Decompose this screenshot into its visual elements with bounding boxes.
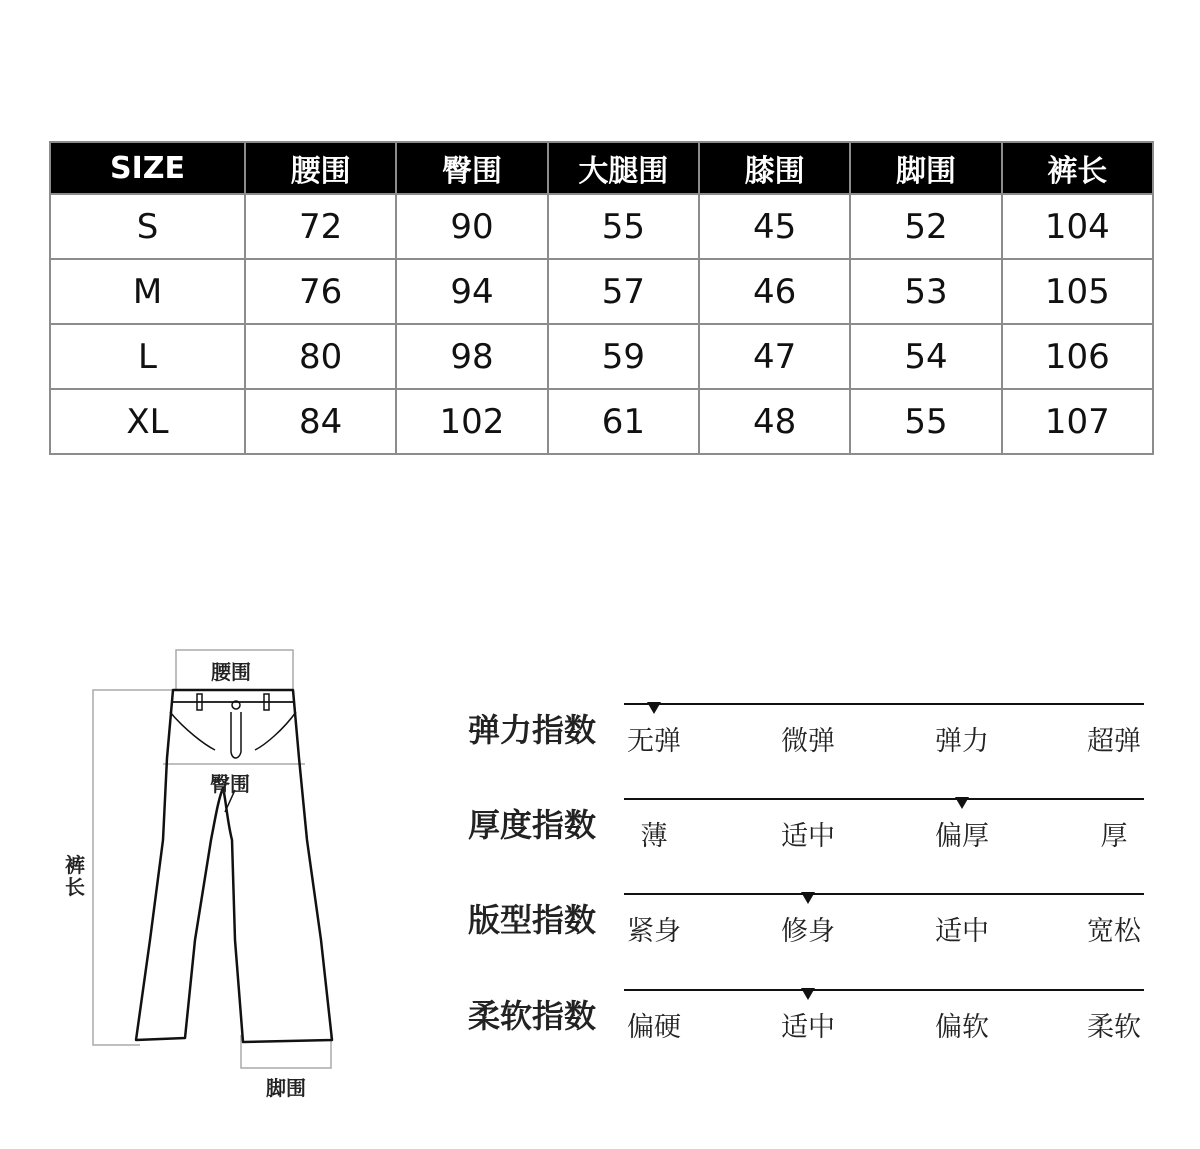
cell-size: M — [50, 259, 245, 324]
cell-waist: 76 — [245, 259, 396, 324]
index-option: 弹力 — [935, 726, 989, 757]
header-size: SIZE — [50, 142, 245, 194]
index-name: 柔软指数 — [468, 997, 597, 1035]
cell-size: L — [50, 324, 245, 389]
index-option: 超弹 — [1087, 726, 1141, 757]
index-scale-line — [624, 798, 1144, 800]
hip-label: 臀围 — [210, 772, 250, 796]
index-scale-line — [624, 893, 1144, 895]
index-option: 偏软 — [935, 1012, 989, 1043]
header-hem: 脚围 — [850, 142, 1001, 194]
table-row — [50, 389, 1153, 454]
header-thigh: 大腿围 — [548, 142, 699, 194]
pants-outline-icon — [55, 640, 355, 1100]
cell-knee: 45 — [699, 194, 850, 259]
index-option: 柔软 — [1087, 1012, 1141, 1043]
index-option: 适中 — [935, 916, 989, 947]
table-row — [50, 194, 1153, 259]
cell-length: 104 — [1002, 194, 1153, 259]
index-option: 宽松 — [1087, 916, 1141, 947]
index-option: 紧身 — [627, 916, 681, 947]
index-row — [468, 798, 1148, 868]
table-row — [50, 259, 1153, 324]
cell-waist: 80 — [245, 324, 396, 389]
index-option: 适中 — [781, 821, 835, 852]
header-hip: 臀围 — [396, 142, 547, 194]
cell-thigh: 57 — [548, 259, 699, 324]
cell-knee: 48 — [699, 389, 850, 454]
cell-hip: 102 — [396, 389, 547, 454]
index-marker-icon — [801, 988, 815, 1000]
size-table-header-row — [50, 142, 1153, 194]
index-option: 厚 — [1100, 821, 1128, 852]
cell-hip: 90 — [396, 194, 547, 259]
hem-label: 脚围 — [266, 1076, 306, 1100]
cell-length: 105 — [1002, 259, 1153, 324]
index-option: 修身 — [781, 916, 835, 947]
cell-knee: 47 — [699, 324, 850, 389]
cell-hem: 54 — [850, 324, 1001, 389]
size-table — [49, 141, 1154, 455]
cell-thigh: 59 — [548, 324, 699, 389]
cell-hem: 52 — [850, 194, 1001, 259]
header-knee: 膝围 — [699, 142, 850, 194]
index-option: 适中 — [781, 1012, 835, 1043]
index-option: 微弹 — [781, 726, 835, 757]
cell-hem: 55 — [850, 389, 1001, 454]
cell-hem: 53 — [850, 259, 1001, 324]
waist-label: 腰围 — [211, 660, 251, 684]
cell-hip: 98 — [396, 324, 547, 389]
cell-size: XL — [50, 389, 245, 454]
index-scale-line — [624, 703, 1144, 705]
cell-size: S — [50, 194, 245, 259]
index-option: 偏厚 — [935, 821, 989, 852]
cell-length: 107 — [1002, 389, 1153, 454]
index-option: 薄 — [640, 821, 668, 852]
cell-thigh: 61 — [548, 389, 699, 454]
index-option: 偏硬 — [627, 1012, 681, 1043]
cell-thigh: 55 — [548, 194, 699, 259]
cell-waist: 72 — [245, 194, 396, 259]
pants-measurement-diagram — [55, 640, 355, 1100]
index-row — [468, 703, 1148, 773]
index-row — [468, 893, 1148, 963]
index-marker-icon — [955, 797, 969, 809]
index-option: 无弹 — [627, 726, 681, 757]
index-name: 版型指数 — [468, 901, 597, 939]
cell-length: 106 — [1002, 324, 1153, 389]
index-row — [468, 989, 1148, 1059]
header-length: 裤长 — [1002, 142, 1153, 194]
index-scale-line — [624, 989, 1144, 991]
cell-knee: 46 — [699, 259, 850, 324]
length-label: 裤长 — [65, 853, 85, 899]
index-marker-icon — [647, 702, 661, 714]
index-name: 弹力指数 — [468, 711, 597, 749]
header-waist: 腰围 — [245, 142, 396, 194]
cell-waist: 84 — [245, 389, 396, 454]
index-name: 厚度指数 — [468, 806, 597, 844]
table-row — [50, 324, 1153, 389]
index-marker-icon — [801, 892, 815, 904]
cell-hip: 94 — [396, 259, 547, 324]
